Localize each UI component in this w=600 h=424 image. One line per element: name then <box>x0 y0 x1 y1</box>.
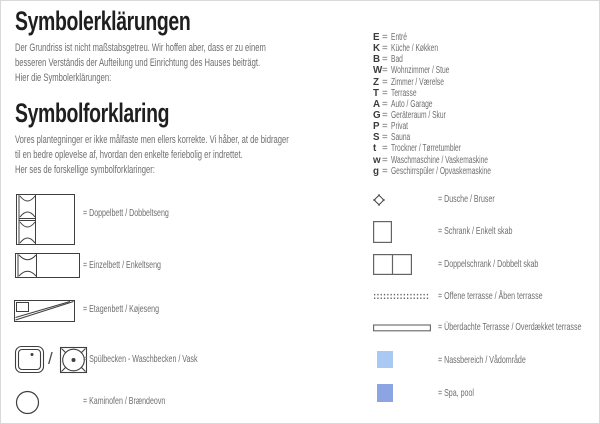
room-code-letter: t <box>373 143 377 155</box>
open-terrace-icon <box>373 293 431 300</box>
danish-intro-line: til en bedre oplevelse af, hvordan den enkelte feriebolig er indrettet. <box>15 149 243 161</box>
danish-intro-line: Vores plantegninger er ikke målfaste men ellers korrekte. Vi håber, at de bidrager <box>15 134 289 146</box>
german-intro <box>15 41 363 86</box>
room-code-label: Privat <box>391 121 409 133</box>
legend-label: = Überdachte Terrasse / Overdækket terrasse <box>438 322 582 333</box>
equals-sign: = <box>382 154 388 166</box>
room-code-letter: K <box>373 43 381 55</box>
room-code-row <box>373 143 538 154</box>
room-code-letter: w <box>373 154 381 166</box>
legend-label: = Schrank / Enkelt skab <box>438 226 513 237</box>
room-code-label: Waschmaschine / Vaskemaskine <box>391 154 489 166</box>
room-code-letter: E <box>373 32 380 44</box>
room-code-row <box>373 132 538 143</box>
covered-terrace-icon <box>373 324 431 332</box>
equals-sign: = <box>382 76 388 88</box>
legend-label: = Doppelbett / Dobbeltseng <box>83 208 169 219</box>
slash-separator: / <box>48 349 53 368</box>
room-code-row <box>373 54 538 65</box>
single-cabinet-icon <box>373 221 392 243</box>
equals-sign: = <box>382 32 388 44</box>
equals-sign: = <box>382 143 388 155</box>
legend-label: = Kaminofen / Brændeovn <box>83 396 166 407</box>
room-code-label: Auto / Garage <box>391 98 433 110</box>
legend-label: = Einzelbett / Enkeltseng <box>83 260 161 271</box>
room-code-label: Wohnzimmer / Stue <box>391 65 450 77</box>
room-code-letter: G <box>373 110 381 122</box>
equals-sign: = <box>382 121 388 133</box>
room-codes <box>373 32 538 177</box>
room-code-label: Trockner / Tørretumbler <box>391 143 461 155</box>
room-code-row <box>373 99 538 110</box>
room-code-label: Geräteraum / Skur <box>391 110 446 122</box>
room-code-letter: T <box>373 87 379 99</box>
room-code-letter: P <box>373 121 380 133</box>
danish-intro <box>15 133 395 178</box>
bunk-bed-icon <box>13 297 76 323</box>
shower-icon <box>373 194 385 206</box>
german-intro-line: Der Grundriss ist nicht maßstabsgetreu. Wir hoffen aber, dass er zu einem <box>15 42 266 54</box>
german-title-text: Symbolerklärungen <box>15 6 191 36</box>
room-code-row <box>373 65 538 76</box>
single-bed-icon <box>13 252 82 279</box>
wood-stove-icon <box>15 390 40 415</box>
room-code-letter: W <box>373 65 383 77</box>
room-code-row <box>373 110 538 121</box>
room-code-row <box>373 77 538 88</box>
kitchen-sink-icon <box>14 345 45 374</box>
room-code-row <box>373 43 538 54</box>
room-code-letter: B <box>373 54 381 66</box>
equals-sign: = <box>382 132 388 144</box>
room-code-label: Bad <box>391 54 403 66</box>
equals-sign: = <box>382 165 388 177</box>
room-code-letter: A <box>373 98 381 110</box>
room-code-row <box>373 155 538 166</box>
wet-area-swatch <box>377 351 393 368</box>
room-code-label: Geschirrspüler / Opvaskemaskine <box>391 165 491 177</box>
legend-label: = Nassbereich / Vådområde <box>438 355 526 366</box>
double-cabinet-icon <box>373 254 412 275</box>
german-intro-line: besseren Verständis der Aufteilung und Einrichtung des Hauses beiträgt. <box>15 57 261 69</box>
room-code-label: Zimmer / Værelse <box>391 76 444 88</box>
danish-title <box>15 98 229 128</box>
room-code-letter: S <box>373 132 380 144</box>
spa-pool-swatch <box>377 384 393 402</box>
equals-sign: = <box>382 98 388 110</box>
legend-label: = Spa, pool <box>438 388 474 399</box>
room-code-row <box>373 32 538 43</box>
danish-title-text: Symbolforklaring <box>15 98 170 128</box>
room-code-label: Terrasse <box>391 87 417 99</box>
legend-label: = Doppelschrank / Dobbelt skab <box>438 259 539 270</box>
room-code-label: Entré <box>391 32 407 44</box>
legend-label: = Spülbecken - Waschbecken / Vask <box>83 354 198 365</box>
legend-label: = Offene terrasse / Åben terrasse <box>438 291 543 302</box>
room-code-row <box>373 166 538 177</box>
german-title <box>15 6 259 36</box>
german-intro-line: Hier die Symbolerklärungen: <box>15 72 112 84</box>
danish-intro-line: Her ses de forskellige symbolforklaringer: <box>15 164 155 176</box>
double-bed-icon <box>14 193 77 246</box>
room-code-letter: g <box>373 165 379 177</box>
room-code-row <box>373 88 538 99</box>
room-code-label: Küche / Køkken <box>391 43 439 55</box>
legend-label: = Etagenbett / Køjeseng <box>83 304 160 315</box>
room-code-label: Sauna <box>391 132 411 144</box>
equals-sign: = <box>382 65 388 77</box>
room-code-row <box>373 121 538 132</box>
equals-sign: = <box>382 54 388 66</box>
equals-sign: = <box>382 43 388 55</box>
equals-sign: = <box>382 87 388 99</box>
equals-sign: = <box>382 110 388 122</box>
room-code-letter: Z <box>373 76 379 88</box>
legend-label: = Dusche / Bruser <box>438 194 495 205</box>
